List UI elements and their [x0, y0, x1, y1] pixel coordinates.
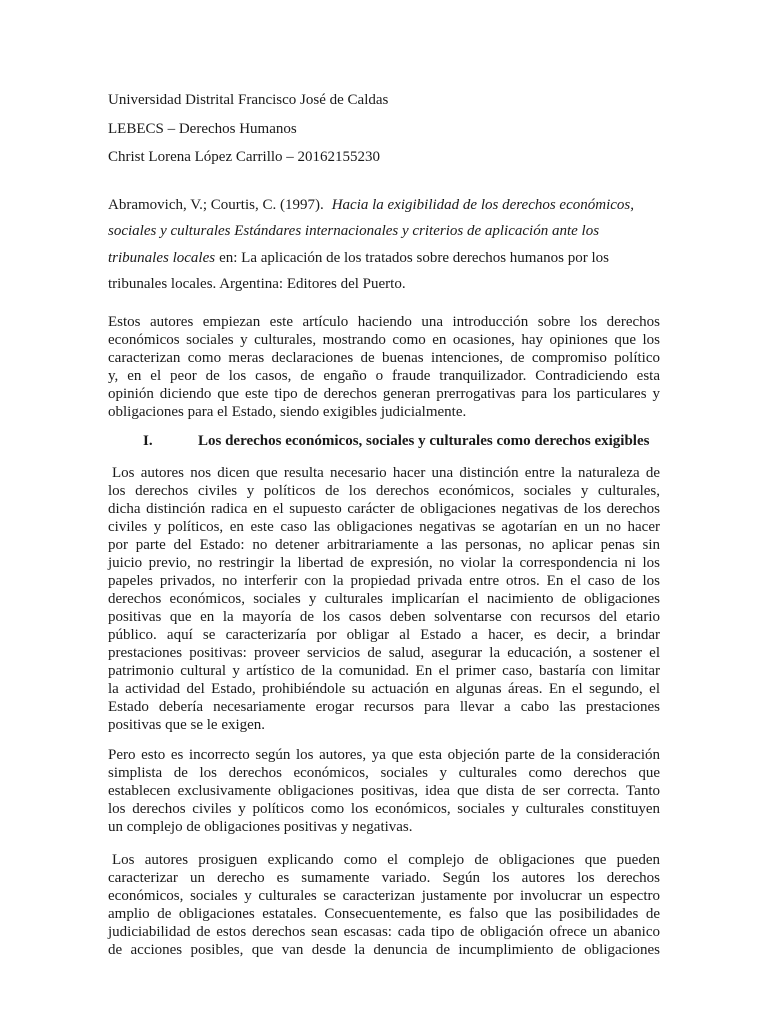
body-paragraph	[108, 746, 660, 836]
text-line: obligaciones para el Estado, siendo exigibles judicialmente.	[108, 404, 467, 420]
text-line: dicha distinción radica en el supuesto carácter de obligaciones negativas de los derechos	[108, 501, 660, 517]
citation-source: en: La aplicación de los tratados sobre derechos humanos por los	[219, 249, 609, 266]
citation-line	[108, 218, 660, 244]
text-line: caracterizar un derecho es sumamente variado. Según los autores los derechos	[108, 870, 660, 886]
body-paragraph	[108, 464, 660, 734]
section-title: Los derechos económicos, sociales y culturales como derechos exigibles	[198, 433, 650, 449]
program-name: LEBECS – Derechos Humanos	[108, 120, 297, 137]
section-number: I.	[143, 433, 153, 449]
citation-title: sociales y culturales Estándares internacionales y criterios de aplicación ante los	[108, 223, 600, 240]
text-line: Estado debería necesariamente erogar recursos para llevar a cabo las prestaciones	[108, 699, 660, 715]
text-line: patrimonio cultural y artístico de la comunidad. En el primer caso, bastaría con limitar	[108, 663, 660, 679]
text-line: papeles privados, no interferir con la propiedad privada entre otros. En el caso de los	[108, 573, 660, 589]
student-name: Christ Lorena López Carrillo – 20162155230	[108, 149, 381, 165]
university-name: Universidad Distrital Francisco José de Caldas	[108, 92, 389, 108]
text-line: económicos sociales y culturales, mostrando como en ocasiones, hay opiniones que los	[108, 332, 660, 348]
text-line: público. aquí se caracterizaría por obligar al Estado a hacer, es decir, a brindar	[108, 627, 660, 643]
text-line: derechos económicos, sociales y culturales implicarían el nacimiento de obligaciones	[108, 591, 660, 607]
text-line: prestaciones positivas: proveer servicios de salud, asegurar la educación, a sostener el	[108, 645, 660, 661]
citation-source: tribunales locales. Argentina: Editores del Puerto.	[108, 275, 406, 292]
text-line: económicos, sociales y culturales se caracterizan justamente por involucrar un espectro	[108, 888, 660, 904]
text-line: positivas que en la mayoría de los casos deben solventarse con recursos del etario	[108, 609, 660, 625]
text-line: los derechos civiles y políticos de los derechos económicos, sociales y culturales,	[108, 483, 660, 499]
text-line: establecen exclusivamente obligaciones positivas, idea que dista de ser correcta. Tanto	[108, 783, 660, 799]
text-line: positivas que se le exigen.	[108, 717, 266, 733]
citation-title: tribunales locales	[108, 249, 216, 266]
citation-line	[108, 245, 660, 271]
citation	[108, 192, 660, 297]
text-line: por parte del Estado: no detener arbitrariamente a las personas, no aplicar penas sin	[108, 537, 660, 553]
text-line: Estos autores empiezan este artículo haciendo una introducción sobre los derechos	[108, 314, 660, 330]
citation-authors: Abramovich, V.; Courtis, C. (1997).	[108, 197, 324, 213]
document-header	[108, 86, 660, 172]
citation-line	[108, 271, 660, 297]
intro-paragraph	[108, 313, 660, 421]
text-line: la actividad del Estado, prohibiéndole su actuación en algunas áreas. En el segundo, el	[108, 681, 660, 697]
text-line: opinión diciendo que este tipo de derechos generan prerrogativas para los particulares y	[108, 386, 660, 402]
text-line: Pero esto es incorrecto según los autores, ya que esta objeción parte de la consideración	[108, 747, 660, 763]
text-line: de acciones posibles, que van desde la denuncia de incumplimiento de obligaciones	[108, 942, 660, 958]
text-line: juicio previo, no restringir la libertad de expresión, no violar la correspondencia ni los	[108, 555, 660, 571]
text-line: los derechos civiles y políticos como los económicos, sociales y culturales constituyen	[108, 801, 660, 817]
text-line: un complejo de obligaciones positivas y negativas.	[108, 819, 413, 835]
text-line: Los autores prosiguen explicando como el complejo de obligaciones que pueden	[112, 852, 660, 868]
body-paragraph	[108, 851, 660, 959]
section-heading	[0, 432, 768, 450]
text-line: Los autores nos dicen que resulta necesario hacer una distinción entre la naturaleza de	[112, 465, 660, 481]
citation-line	[108, 192, 660, 218]
text-line: amplio de obligaciones estatales. Consecuentemente, es falso que las posibilidades de	[108, 906, 660, 922]
text-line: judiciabilidad de estos derechos sean escasas: cada tipo de obligación ofrece un abanico	[108, 924, 660, 940]
text-line: caracterizan como meras declaraciones de buenas intenciones, de compromiso político	[108, 350, 660, 366]
text-line: civiles y políticos, en este caso las obligaciones negativas se agotarían en un no hacer	[108, 519, 660, 535]
text-line: simplista de los derechos económicos, sociales y culturales como derechos que	[108, 765, 660, 781]
text-line: y, en el peor de los casos, de engaño o fraude tranquilizador. Contradiciendo esta	[108, 368, 660, 384]
citation-title: Hacia la exigibilidad de los derechos económicos,	[331, 197, 634, 213]
